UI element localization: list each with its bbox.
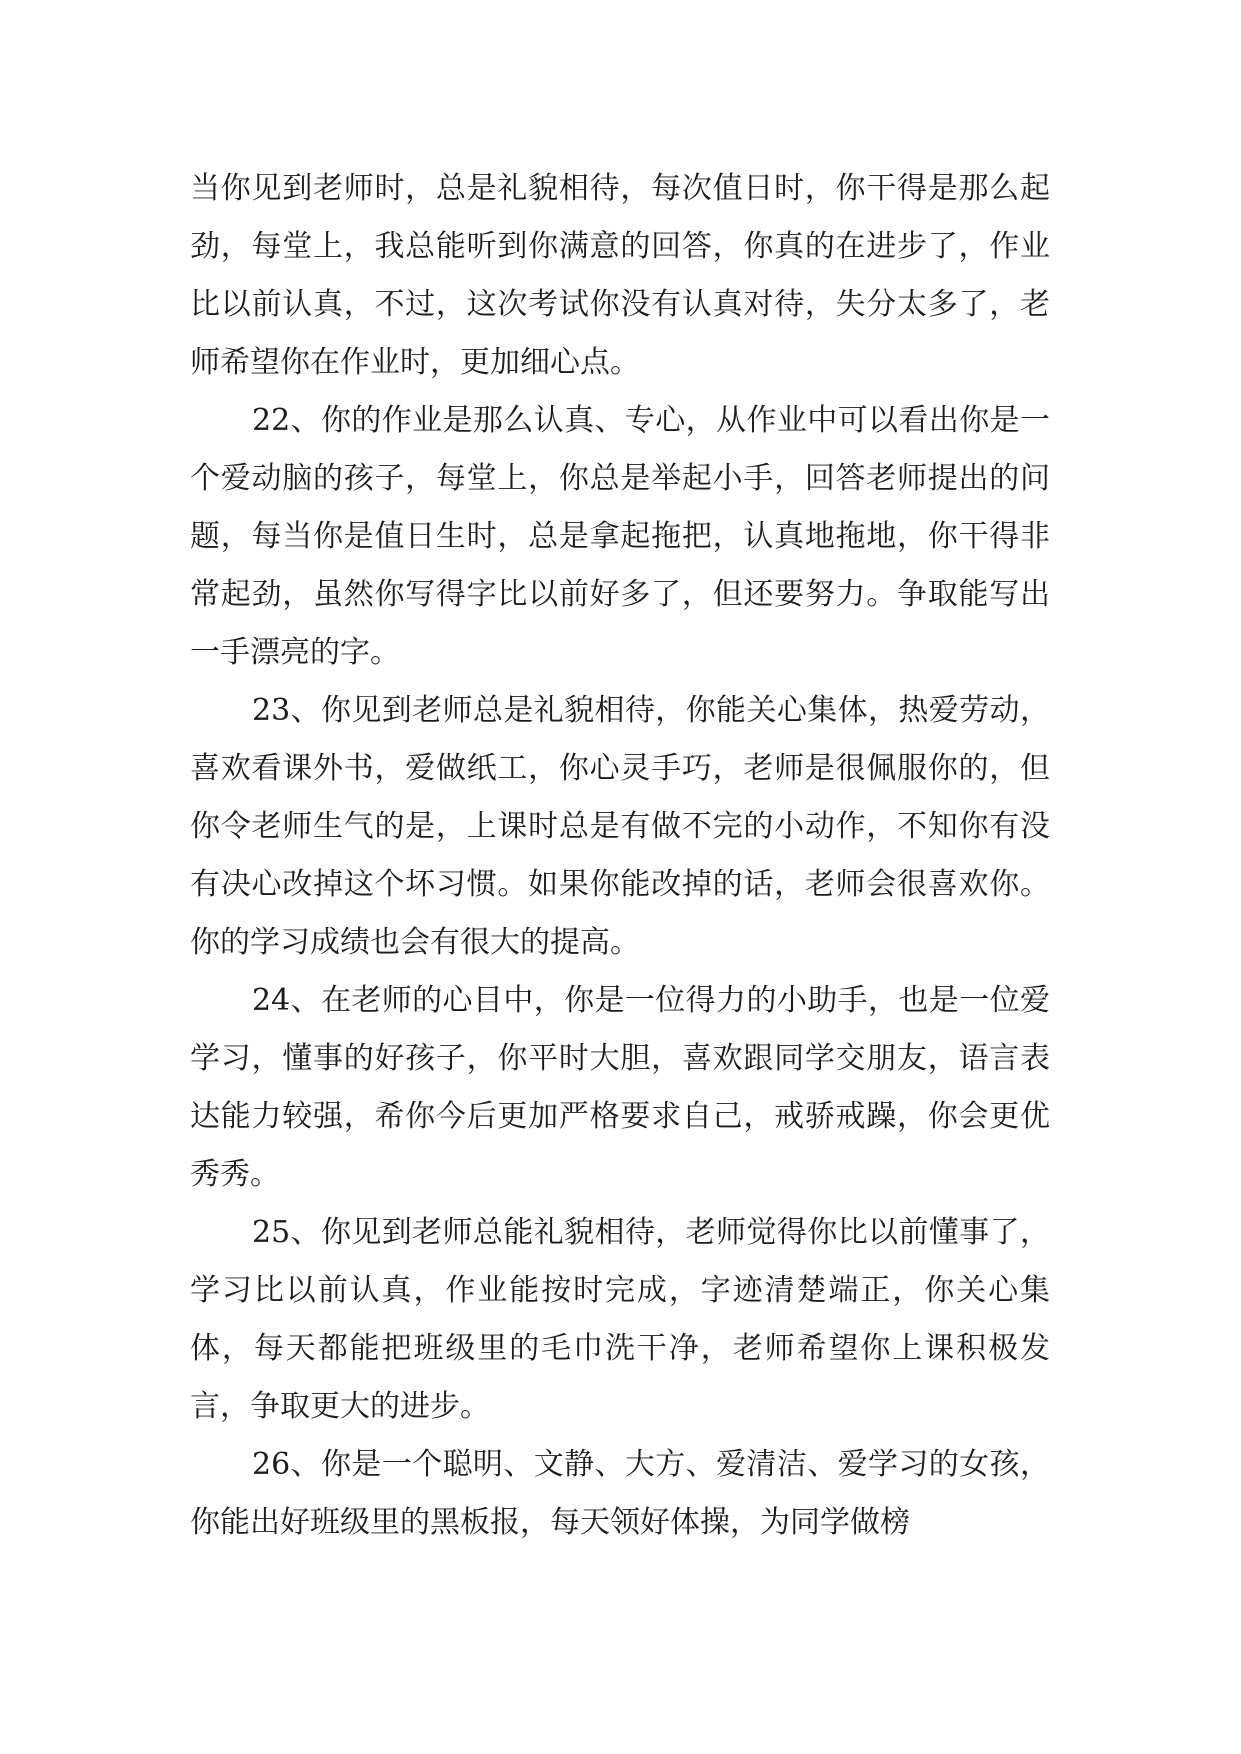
paragraph-24: 24、在老师的心目中，你是一位得力的小助手，也是一位爱学习，懂事的好孩子，你平时大胆，喜欢跟同学交朋友，语言表达能力较强，希你今后更加严格要求自己，戒骄戒躁，你会更优秀秀。 — [190, 983, 1050, 1192]
document-body — [190, 160, 1050, 1552]
paragraph-22: 22、你的作业是那么认真、专心，从作业中可以看出你是一个爱动脑的孩子，每堂上，你总是举起小手，回答老师提出的问题，每当你是值日生时，总是拿起拖把，认真地拖地，你干得非常起劲，虽然你写得字比以前好多了，但还要努力。争取能写出一手漂亮的字。 — [190, 403, 1050, 670]
paragraph-continued: 当你见到老师时，总是礼貌相待，每次值日时，你干得是那么起劲，每堂上，我总能听到你满意的回答，你真的在进步了，作业比以前认真，不过，这次考试你没有认真对待，失分太多了，老师希望你在作业时，更加细心点。 — [190, 171, 1050, 380]
paragraph-23: 23、你见到老师总是礼貌相待，你能关心集体，热爱劳动，喜欢看课外书，爱做纸工，你心灵手巧，老师是很佩服你的，但你令老师生气的是，上课时总是有做不完的小动作，不知你有没有决心改掉这个坏习惯。如果你能改掉的话，老师会很喜欢你。你的学习成绩也会有很大的提高。 — [190, 693, 1050, 960]
paragraph-25: 25、你见到老师总能礼貌相待，老师觉得你比以前懂事了，学习比以前认真，作业能按时完成，字迹清楚端正，你关心集体，每天都能把班级里的毛巾洗干净，老师希望你上课积极发言，争取更大的进步。 — [190, 1215, 1050, 1424]
paragraph-26: 26、你是一个聪明、文静、大方、爱清洁、爱学习的女孩，你能出好班级里的黑板报，每天领好体操，为同学做榜 — [190, 1447, 1050, 1540]
